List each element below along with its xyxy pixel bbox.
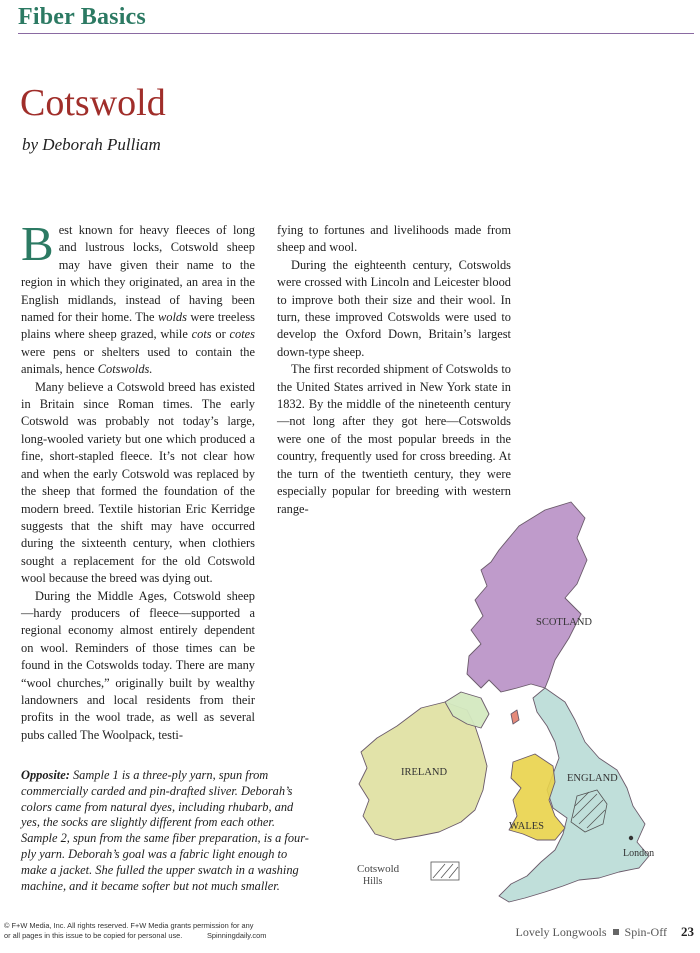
body-column-left xyxy=(21,216,255,744)
text-run: est known for heavy fleeces of long and lustrous locks, Cotswold sheep may have given their name to the region in which they originated, an area in the English midlands, instead of having been named for their home. The xyxy=(21,223,255,325)
footer-issue-title: Lovely Longwools xyxy=(515,924,607,939)
footer-magazine-name: Spin-Off xyxy=(624,924,667,939)
text-run-italic: cotes xyxy=(229,327,255,342)
paragraph-1 xyxy=(21,216,255,379)
paragraph-3: During the Middle Ages, Cotswold sheep —hardy producers of fleece—supported a regional economy almost entirely dependent on wool. Reminders of those times can be found in the Cotswolds today. There are many “wool churches,” originally built by wealthy landowners and local residents from their profits in the wool trade, as well as several pubs called The Woolpack, testi- xyxy=(21,588,255,742)
drop-cap: B xyxy=(21,216,54,271)
text-run-italic: Cotswolds. xyxy=(97,362,153,377)
body-column-right xyxy=(277,222,511,518)
copyright-line-1: © F+W Media, Inc. All rights reserved. F+W Media grants permission for any xyxy=(4,921,254,930)
england-label: ENGLAND xyxy=(567,773,618,784)
paragraph-6: The first recorded shipment of Cotswolds to the United States arrived in New York state in 1832. By the middle of the nineteenth century—not long after they got here—Cotswolds were one of the most popular breeds in the country, frequently used for cross breeding. At the turn of the twentieth century, they were especially popular for breeding with western range- xyxy=(277,362,511,516)
ireland-label: IRELAND xyxy=(401,767,448,778)
article-byline: by Deborah Pulliam xyxy=(22,135,161,154)
text-run-italic: cots xyxy=(191,327,212,342)
article-title: Cotswold xyxy=(20,82,166,124)
london-label: London xyxy=(623,848,655,859)
page-number: 23 xyxy=(681,924,694,939)
legend-swatch xyxy=(431,862,459,880)
legend-hills-label: Hills xyxy=(363,876,383,887)
footer-copyright xyxy=(4,921,266,941)
text-run: were pens or shelters used to contain the animals, hence xyxy=(21,344,255,377)
footer-website: Spinningdaily.com xyxy=(206,931,267,940)
legend-cotswold-label: Cotswold xyxy=(357,863,400,875)
paragraph-5: During the eighteenth century, Cotswolds were crossed with Lincoln and Leicester blood to improve both their size and their wool. In turn, these improved Cotswolds were used to develop the Oxford Down, Britain’s largest down-type sheep. xyxy=(277,257,511,359)
header-divider xyxy=(18,33,694,34)
photo-caption xyxy=(21,768,313,894)
scotland-region xyxy=(467,502,587,692)
isle-of-man-region xyxy=(511,710,519,724)
text-run: or xyxy=(211,327,230,342)
caption-label: Opposite: xyxy=(21,768,70,782)
section-label: Fiber Basics xyxy=(18,4,146,30)
footer-separator xyxy=(613,929,619,935)
copyright-line-2: or all pages in this issue to be copied for personal use. xyxy=(4,931,183,940)
british-isles-map xyxy=(349,488,695,918)
paragraph-2: Many believe a Cotswold breed has existed in Britain since Roman times. The early Cotswold was probably not today’s large, long-wooled variety but one which produced a fine, short-stapled fleece. It’s not clear how and when the early Cotswold was replaced by the sheep that formed the foundation of the modern breed. Textile historian Eric Kerridge suggests that the shift may have occurred during the sixteenth century, when clothiers sought a replacement for the old Cotswold wool because the breed was dying out. xyxy=(21,379,255,586)
text-run-italic: wolds xyxy=(157,310,187,325)
paragraph-4: fying to fortunes and livelihoods made from sheep and wool. xyxy=(277,223,511,255)
caption-text: Sample 1 is a three-ply yarn, spun from commercially carded and pin-drafted sliver. Deborah’s colors came from natural dyes, including rhubarb, and yes, the socks are slightly different from each other. Sample 2, spun from the same fiber preparation, is a four-ply yarn. Deborah’s goal was a fabric light enough to make a jacket. She fulled the upper swatch in a washing machine, and it became softer but not much smaller. xyxy=(21,768,309,893)
london-marker xyxy=(629,836,633,840)
wales-label: WALES xyxy=(509,821,544,832)
footer-folio xyxy=(516,924,694,940)
text-run: were treeless plains where sheep grazed, while xyxy=(21,310,255,342)
scotland-label: SCOTLAND xyxy=(536,617,593,628)
